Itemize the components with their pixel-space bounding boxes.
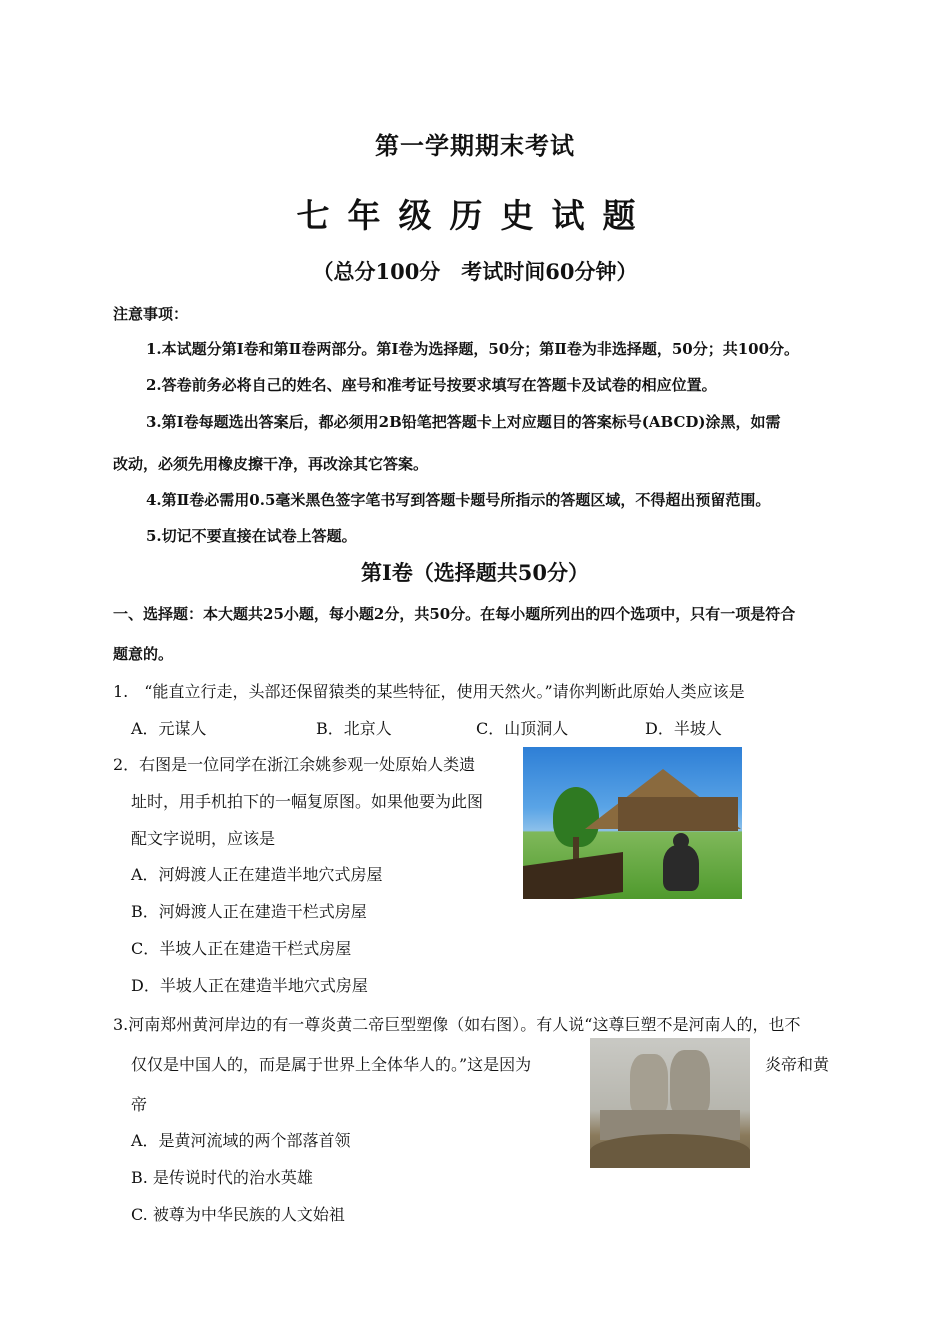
exam-subject-title: 七年级历史试题 [296, 196, 654, 235]
question-2-stem-line3: 配文字说明，应该是 [131, 829, 276, 848]
question-3-stem-line2: 仅仅是中国人的，而是属于世界上全体华人的。”这是因为 [131, 1055, 532, 1074]
section-title: 第Ⅰ卷（选择题共50分） [360, 560, 590, 585]
question-3-stem: 3.河南郑州黄河岸边的有一尊炎黄二帝巨型塑像（如右图）。有人说“这尊巨塑不是河南人的，也不 [113, 1015, 801, 1034]
question-3-option-c: C. 被尊为中华民族的人文始祖 [131, 1205, 345, 1224]
yanhuang-statue-photo [590, 1038, 750, 1168]
exam-term-title: 第一学期期末考试 [375, 131, 575, 160]
question-1-option-b: B．北京人 [316, 719, 392, 738]
question-3-stem-line3: 帝 [131, 1095, 148, 1114]
question-1-option-c: C．山顶洞人 [476, 719, 569, 738]
question-3-option-a: A．是黄河流域的两个部落首领 [131, 1131, 351, 1150]
notice-item-4: 4.第Ⅱ卷必需用0.5毫米黑色签字笔书写到答题卡题号所指示的答题区域，不得超出预留范围。 [146, 491, 771, 509]
notice-item-3-cont: 改动，必须先用橡皮擦干净，再改涂其它答案。 [113, 455, 429, 473]
question-2-stem-line2: 址时，用手机拍下的一幅复原图。如果他要为此图 [131, 792, 484, 811]
question-1-option-d: D．半坡人 [645, 719, 722, 738]
notice-heading: 注意事项： [113, 305, 189, 323]
question-3-option-b: B. 是传说时代的治水英雄 [131, 1168, 313, 1187]
notice-item-5: 5.切记不要直接在试卷上答题。 [146, 527, 357, 545]
question-1-option-a: A．元谋人 [131, 719, 207, 738]
question-2-option-c: C．半坡人正在建造干栏式房屋 [131, 939, 352, 958]
exam-score-time: （总分100分 考试时间60分钟） [312, 259, 638, 284]
question-1-stem: 1. “能直立行走，头部还保留猿类的某些特征，使用天然火。”请你判断此原始人类应该是 [113, 682, 745, 701]
section-intro-cont: 题意的。 [113, 645, 174, 663]
hemudu-site-photo [523, 747, 742, 899]
notice-item-1: 1.本试题分第Ⅰ卷和第Ⅱ卷两部分。第Ⅰ卷为选择题，50分；第Ⅱ卷为非选择题，50分；共100分。 [146, 340, 800, 358]
question-2-option-d: D．半坡人正在建造半地穴式房屋 [131, 976, 368, 995]
section-intro: 一、选择题：本大题共25小题，每小题2分，共50分。在每小题所列出的四个选项中，只有一项是符合 [113, 605, 796, 623]
question-2-option-b: B．河姆渡人正在建造干栏式房屋 [131, 902, 367, 921]
question-2-option-a: A．河姆渡人正在建造半地穴式房屋 [131, 865, 383, 884]
question-2-stem: 2．右图是一位同学在浙江余姚参观一处原始人类遗 [113, 755, 476, 774]
notice-item-2: 2.答卷前务必将自己的姓名、座号和准考证号按要求填写在答题卡及试卷的相应位置。 [146, 376, 717, 394]
question-3-stem-line2-tail: 炎帝和黄 [765, 1055, 830, 1074]
notice-item-3: 3.第Ⅰ卷每题选出答案后，都必须用2B铅笔把答题卡上对应题目的答案标号(ABCD)涂黑，如需 [146, 413, 781, 431]
